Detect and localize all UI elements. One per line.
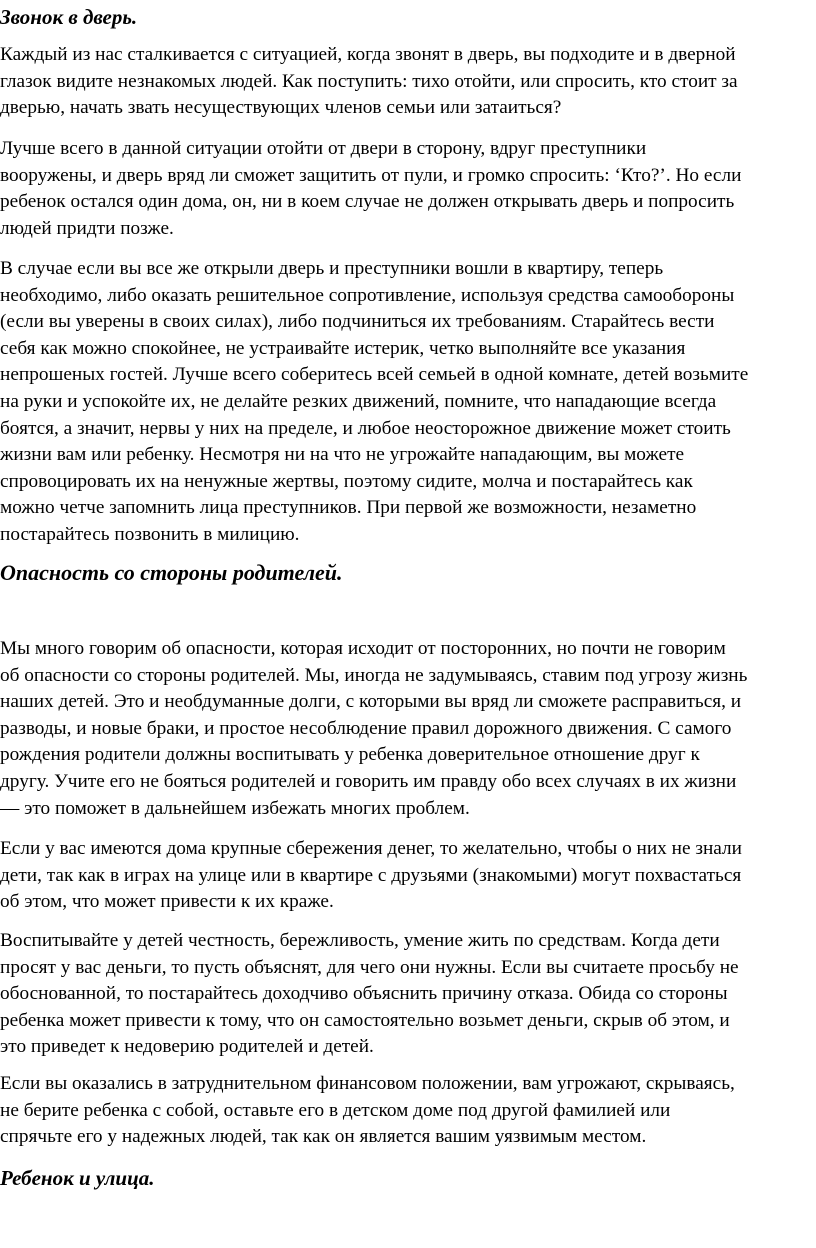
paragraph-financial-trouble: Если вы оказались в затруднительном финансовом положении, вам угрожают, скрываясь, не берите ребенка с собой, оставьте его в детском доме под другой фамилией или спрячьте его у надежных людей, так как он является вашим уязвимым местом. (0, 1073, 735, 1148)
paragraph-parents-intro: Мы много говорим об опасности, которая исходит от посторонних, но почти не говорим об опасности со стороны родителей. Мы, иногда не задумываясь, ставим под угрозу жизнь наших детей. Это и необдуманные долги, с которыми вы вряд ли сможете расправиться, и разводы, и новые браки, и простое несоблюдение правил дорожного движения. С самого рождения родители должны воспитывать у ребенка доверительное отношение друг к другу. Учите его не бояться родителей и говорить им правду обо всех случаях в их жизни — это поможет в дальнейшем избежать многих проблем. (0, 638, 748, 819)
heading-child-and-street: Ребенок и улица. (0, 1166, 155, 1190)
heading-parents-danger: Опасность со стороны родителей. (0, 560, 343, 585)
paragraph-honesty: Воспитывайте у детей честность, бережливость, умение жить по средствам. Когда дети просят у вас деньги, то пусть объяснят, для чего они нужны. Если вы считаете просьбу не обоснованной, то постарайтесь доходчиво объяснить причину отказа. Обида со стороны ребенка может привести к тому, что он самостоятельно возьмет деньги, скрыв об этом, и это приведет к недоверию родителей и детей. (0, 930, 739, 1058)
heading-doorbell: Звонок в дверь. (0, 5, 138, 29)
paragraph-doorbell-intruders: В случае если вы все же открыли дверь и преступники вошли в квартиру, теперь необходимо, либо оказать решительное сопротивление, используя средства самообороны (если вы уверены в своих силах), либо подчиниться их требованиям. Старайтесь вести себя как можно спокойнее, не устраивайте истерик, четко выполняйте все указания непрошеных гостей. Лучше всего соберитесь всей семьей в одной комнате, детей возьмите на руки и успокойте их, не делайте резких движений, помните, что нападающие всегда боятся, а значит, нервы у них на пределе, и любое неосторожное движение может стоить жизни вам или ребенку. Несмотря ни на что не угрожайте нападающим, вы можете спровоцировать их на ненужные жертвы, поэтому сидите, молча и постарайтесь как можно четче запомнить лица преступников. При первой же возможности, незаметно постарайтесь позвонить в милицию. (0, 258, 749, 545)
paragraph-doorbell-advice: Лучше всего в данной ситуации отойти от двери в сторону, вдруг преступники вооружены, и дверь вряд ли сможет защитить от пули, и громко спросить: ‘Кто?’. Но если ребенок остался один дома, он, ни в коем случае не должен открывать дверь и попросить людей придти позже. (0, 138, 742, 239)
paragraph-savings: Если у вас имеются дома крупные сбережения денег, то желательно, чтобы о них не знали дети, так как в играх на улице или в квартире с друзьями (знакомыми) могут похвастаться об этом, что может привести к их краже. (0, 838, 742, 913)
paragraph-doorbell-intro: Каждый из нас сталкивается с ситуацией, когда звонят в дверь, вы подходите и в дверной глазок видите незнакомых людей. Как поступить: тихо отойти, или спросить, кто стоит за дверью, начать звать несуществующих членов семьи или затаиться? (0, 44, 738, 119)
